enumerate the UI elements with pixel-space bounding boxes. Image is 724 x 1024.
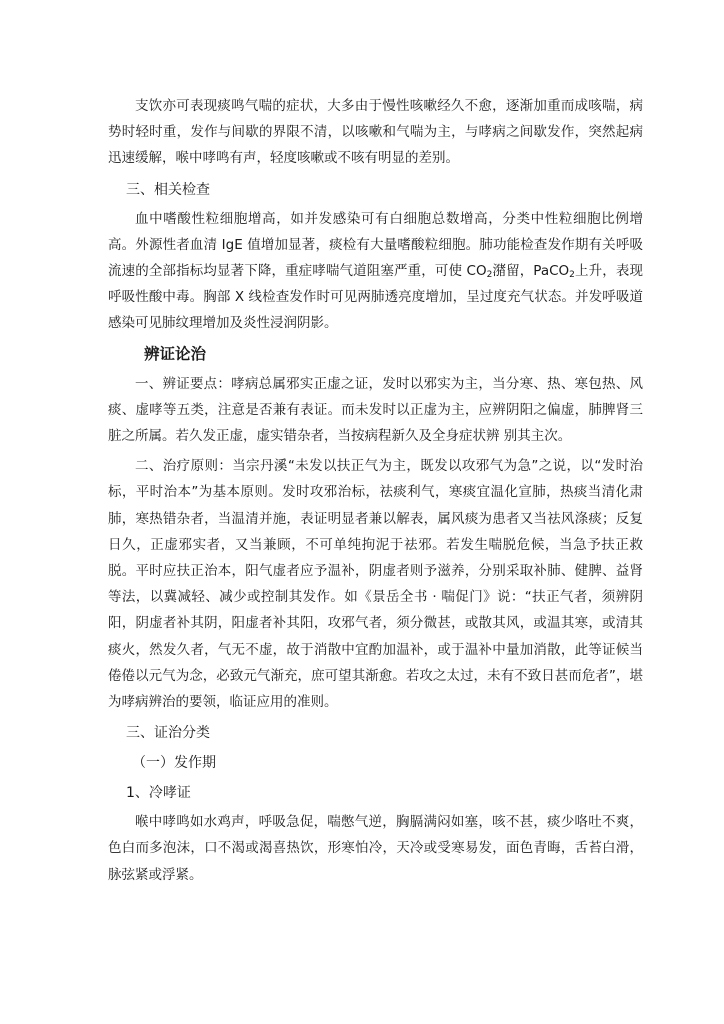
paragraph-treatment-principles: 二、治疗原则：当宗丹溪“未发以扶正气为主，既发以攻邪气为急”之说，以“发时治标，平时治本”为基本原则。发时攻邪治标，祛痰利气，寒痰宜温化宣肺，热痰当清化肃肺，寒热错杂者，当温清并施，表证明显者兼以解表，属风痰为患者又当祛风涤痰；反复日久，正虚邪实者，又当兼顾，不可单纯拘泥于祛邪。若发生喘脱危候，当急予扶正救脱。平时应扶正治本，阳气虚者应予温补，阴虚者则予滋养，分别采取补肺、健脾、益肾等法，以冀减轻、减少或控制其发作。如《景岳全书 · 喘促门》说：“扶正气者，须辨阴阳，阴虚者补其阴，阳虚者补其阳，攻邪气者，须分微甚，或散其风，或温其寒，或清其痰火，然发久者，气无不虚，故于消散中宜酌加温补，或于温补中量加消散，此等证候当倦倦以元气为念，必致元气渐充，庶可望其渐愈。若攻之太过，未有不致日甚而危者”，堪为哮病辨治的要领，临证应用的准则。 <box>108 458 643 711</box>
paragraph-zhiyin: 支饮亦可表现痰鸣气喘的症状，大多由于慢性咳嗽经久不愈，逐渐加重而成咳喘，病势时轻时重，发作与间歇的界限不清，以咳嗽和气喘为主，与哮病之间歇发作，突然起病迅速缓解，喉中哮鸣有声，轻度咳嗽或不咳有明显的差别。 <box>108 98 643 167</box>
exam-text-part-2: 潴留，PaCO <box>492 263 570 280</box>
section-title-differentiation: 辨证论治 <box>144 344 207 363</box>
paragraph-key-points: 一、辨证要点：哮病总属邪实正虚之证，发时以邪实为主，当分寒、热、寒包热、风痰、虚哮等五类，注意是否兼有表证。而未发时以正虚为主，应辨阴阳之偏虚，肺脾肾三脏之所属。若久发正虚，虚实错杂者，当按病程新久及全身症状辨 别其主次。 <box>108 375 643 445</box>
paragraph-related-exams <box>108 206 643 337</box>
co2-subscript: 2 <box>486 270 493 281</box>
exam-text-part-1: 血中嗜酸性粒细胞增高，如并发感染可有白细胞总数增高，分类中性粒细胞比例增高。外源性者血清 IgE 值增加显著，痰检有大量嗜酸粒细胞。肺功能检查发作期有关呼吸流速的全部指标均显著下降，重症哮喘气道阻塞严重，可使 CO <box>108 210 643 280</box>
paco2-subscript: 2 <box>569 270 575 281</box>
heading-related-exams: 三、相关检查 <box>126 181 210 198</box>
exam-text-part-3: 上升，表现呼吸性酸中毒。胸部 X 线检查发作时可见两肺透亮度增加，呈过度充气状态。并发呼吸道感染可见肺纹理增加及炎性浸润阴影。 <box>108 263 644 332</box>
heading-cold-asthma: 1、冷哮证 <box>126 785 191 802</box>
heading-attack-period: （一）发作期 <box>132 755 216 772</box>
document-body <box>108 93 643 888</box>
paragraph-cold-asthma-symptoms: 喉中哮鸣如水鸡声，呼吸急促，喘憋气逆，胸膈满闷如塞，咳不甚，痰少咯吐不爽，色白而多泡沫，口不渴或渴喜热饮，形寒怕冷，天冷或受寒易发，面色青晦，舌苔白滑，脉弦紧或浮紧。 <box>108 814 643 883</box>
heading-classification: 三、证治分类 <box>126 725 210 742</box>
